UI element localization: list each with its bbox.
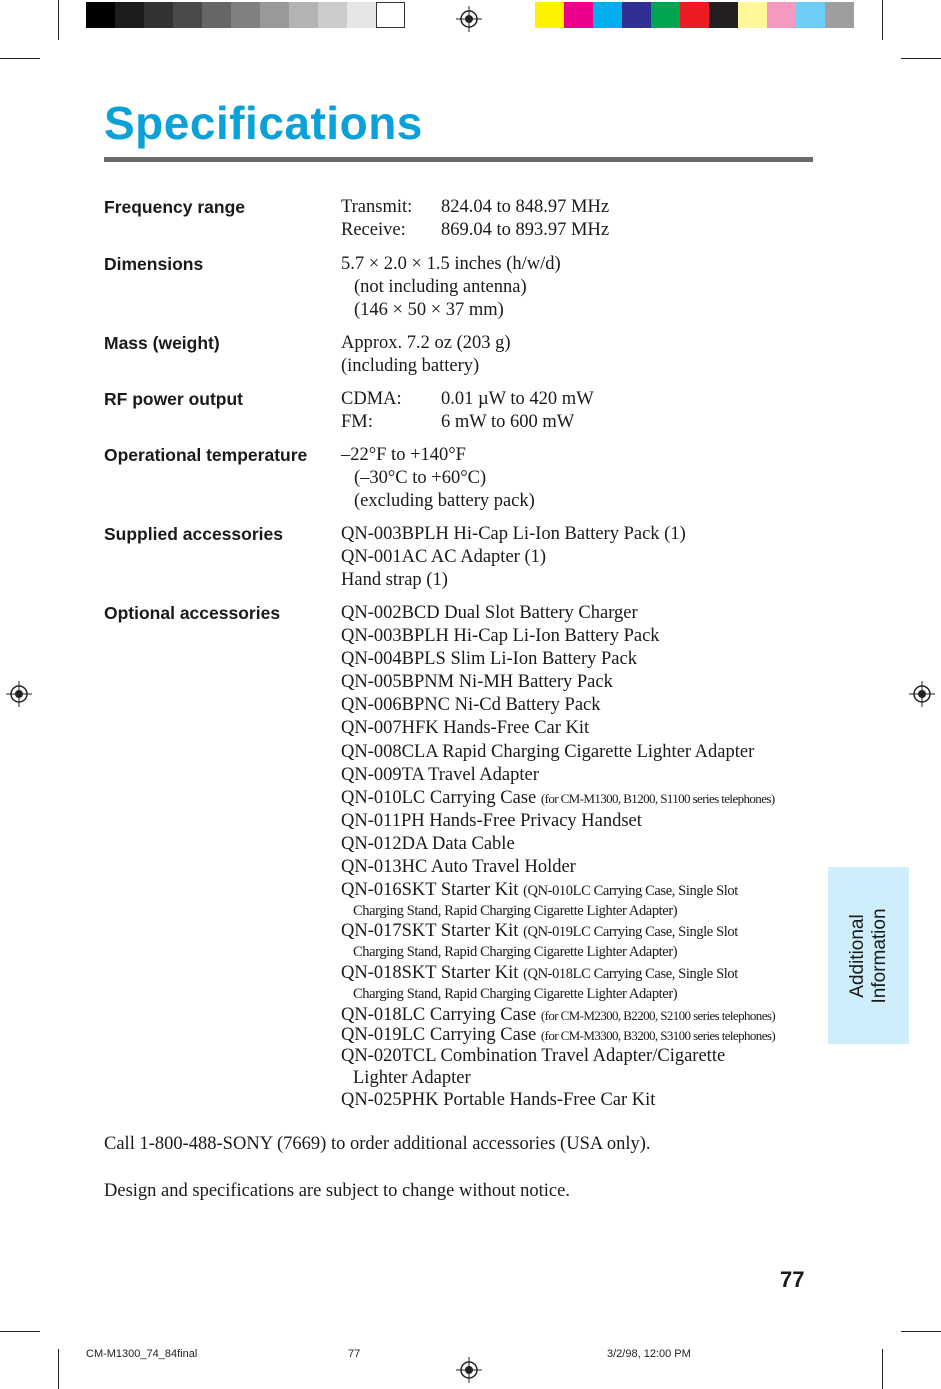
- frequency-transmit-key: Transmit:: [341, 197, 413, 217]
- optional-item: QN-008CLA Rapid Charging Cigarette Lighter Adapter: [341, 742, 755, 762]
- frequency-receive-key: Receive:: [341, 220, 406, 240]
- supplied-item: Hand strap (1): [341, 570, 448, 590]
- color-swatch: [622, 2, 651, 28]
- item-name: QN-019LC Carrying Case: [341, 1025, 537, 1045]
- page-number: 77: [780, 1267, 805, 1292]
- registration-mark-icon: [456, 6, 482, 32]
- crop-mark: [0, 1331, 40, 1332]
- optional-item-020tcl-cont: Lighter Adapter: [353, 1068, 471, 1088]
- gray-swatch: [318, 2, 347, 28]
- spec-label-mass: Mass (weight): [104, 333, 220, 353]
- item-contents-note: Charging Stand, Rapid Charging Cigarette Lighter Adapter): [353, 986, 678, 1002]
- frequency-transmit-value: 824.04 to 848.97 MHz: [441, 197, 610, 217]
- spec-label-supplied: Supplied accessories: [104, 524, 283, 544]
- gray-swatch: [202, 2, 231, 28]
- spec-label-dimensions: Dimensions: [104, 254, 204, 274]
- crop-mark: [901, 1331, 941, 1332]
- rf-fm-key: FM:: [341, 412, 373, 432]
- section-tab-line: Additional: [846, 913, 868, 998]
- crop-mark: [0, 58, 40, 59]
- gray-swatch: [173, 2, 202, 28]
- optional-item: QN-006BPNC Ni-Cd Battery Pack: [341, 695, 601, 715]
- section-tab-line: Information: [868, 907, 890, 1004]
- slug-date: 3/2/98, 12:00 PM: [607, 1348, 691, 1360]
- item-name: QN-017SKT Starter Kit: [341, 921, 519, 941]
- item-name: QN-018LC Carrying Case: [341, 1005, 537, 1025]
- item-compat-note: (for CM-M2300, B2200, S2100 series telephones): [540, 1008, 776, 1023]
- title-rule: [104, 157, 813, 162]
- crop-mark: [901, 58, 941, 59]
- page-title: Specifications: [104, 97, 423, 149]
- temperature-fahrenheit: –22°F to +140°F: [341, 445, 466, 465]
- optional-item: QN-011PH Hands-Free Privacy Handset: [341, 811, 642, 831]
- spec-label-frequency: Frequency range: [104, 197, 246, 217]
- color-swatch: [593, 2, 622, 28]
- dimensions-value: 5.7 × 2.0 × 1.5 inches (h/w/d): [341, 254, 561, 274]
- optional-item: QN-013HC Auto Travel Holder: [341, 857, 576, 877]
- color-swatch: [767, 2, 796, 28]
- color-swatch: [738, 2, 767, 28]
- mass-note: (including battery): [341, 356, 480, 376]
- optional-item: QN-025PHK Portable Hands-Free Car Kit: [341, 1090, 656, 1110]
- color-swatch: [680, 2, 709, 28]
- color-swatch: [796, 2, 825, 28]
- crop-mark: [882, 0, 883, 40]
- temperature-celsius: (–30°C to +60°C): [354, 468, 487, 488]
- item-name: QN-018SKT Starter Kit: [341, 963, 519, 983]
- item-contents-note: Charging Stand, Rapid Charging Cigarette Lighter Adapter): [353, 903, 678, 919]
- optional-item: QN-003BPLH Hi-Cap Li-Ion Battery Pack: [341, 626, 660, 646]
- optional-item-020tcl: QN-020TCL Combination Travel Adapter/Cigarette: [341, 1046, 726, 1066]
- item-contents-note: (QN-010LC Carrying Case, Single Slot: [523, 883, 738, 899]
- item-compat-note: (for CM-M3300, B3200, S3100 series telephones): [540, 1028, 776, 1043]
- optional-item: QN-007HFK Hands-Free Car Kit: [341, 718, 590, 738]
- optional-item: QN-012DA Data Cable: [341, 834, 515, 854]
- gray-swatch: [260, 2, 289, 28]
- spec-label-temperature: Operational temperature: [104, 445, 308, 465]
- optional-item: QN-009TA Travel Adapter: [341, 765, 539, 785]
- rf-fm-value: 6 mW to 600 mW: [441, 412, 575, 432]
- gray-swatch: [289, 2, 318, 28]
- crop-mark: [58, 1349, 59, 1389]
- gray-swatch: [115, 2, 144, 28]
- color-swatch: [535, 2, 564, 28]
- optional-item-010lc: [341, 787, 775, 810]
- slug-filename: CM-M1300_74_84final: [86, 1348, 198, 1360]
- gray-swatch: [144, 2, 173, 28]
- registration-mark-icon: [456, 1357, 482, 1383]
- rf-cdma-value: 0.01 µW to 420 mW: [441, 389, 594, 409]
- optional-item: QN-004BPLS Slim Li-Ion Battery Pack: [341, 649, 637, 669]
- item-name: QN-016SKT Starter Kit: [341, 880, 519, 900]
- mass-value: Approx. 7.2 oz (203 g): [341, 333, 511, 353]
- color-swatch: [709, 2, 738, 28]
- item-contents-note: (QN-019LC Carrying Case, Single Slot: [523, 924, 738, 940]
- frequency-receive-value: 869.04 to 893.97 MHz: [441, 220, 610, 240]
- gray-swatch: [86, 2, 115, 28]
- optional-item: QN-002BCD Dual Slot Battery Charger: [341, 603, 638, 623]
- color-swatch: [651, 2, 680, 28]
- item-compat-note: (for CM-M1300, B1200, S1100 series telephones): [540, 791, 775, 806]
- item-contents-note: Charging Stand, Rapid Charging Cigarette Lighter Adapter): [353, 944, 678, 960]
- order-note: Call 1-800-488-SONY (7669) to order additional accessories (USA only).: [104, 1134, 651, 1154]
- dimensions-note: (not including antenna): [354, 277, 527, 297]
- dimensions-metric: (146 × 50 × 37 mm): [354, 300, 504, 320]
- registration-mark-icon: [6, 681, 32, 707]
- gray-swatch: [347, 2, 376, 28]
- rf-cdma-key: CDMA:: [341, 389, 402, 409]
- spec-label-optional: Optional accessories: [104, 603, 281, 623]
- registration-mark-icon: [909, 681, 935, 707]
- color-swatch: [564, 2, 593, 28]
- crop-mark: [882, 1349, 883, 1389]
- gray-swatch: [376, 2, 405, 28]
- temperature-note: (excluding battery pack): [354, 491, 535, 511]
- spec-label-rf-power: RF power output: [104, 389, 244, 409]
- item-contents-note: (QN-018LC Carrying Case, Single Slot: [523, 966, 738, 982]
- change-notice: Design and specifications are subject to change without notice.: [104, 1181, 570, 1201]
- optional-item-019lc: [341, 1024, 775, 1047]
- item-name: QN-010LC Carrying Case: [341, 788, 537, 808]
- slug-page: 77: [348, 1348, 361, 1360]
- section-tab-label: [828, 867, 909, 1044]
- optional-item: QN-005BPNM Ni-MH Battery Pack: [341, 672, 613, 692]
- color-swatch: [825, 2, 854, 28]
- crop-mark: [58, 0, 59, 40]
- supplied-item: QN-001AC AC Adapter (1): [341, 547, 547, 567]
- supplied-item: QN-003BPLH Hi-Cap Li-Ion Battery Pack (1): [341, 524, 686, 544]
- gray-swatch: [231, 2, 260, 28]
